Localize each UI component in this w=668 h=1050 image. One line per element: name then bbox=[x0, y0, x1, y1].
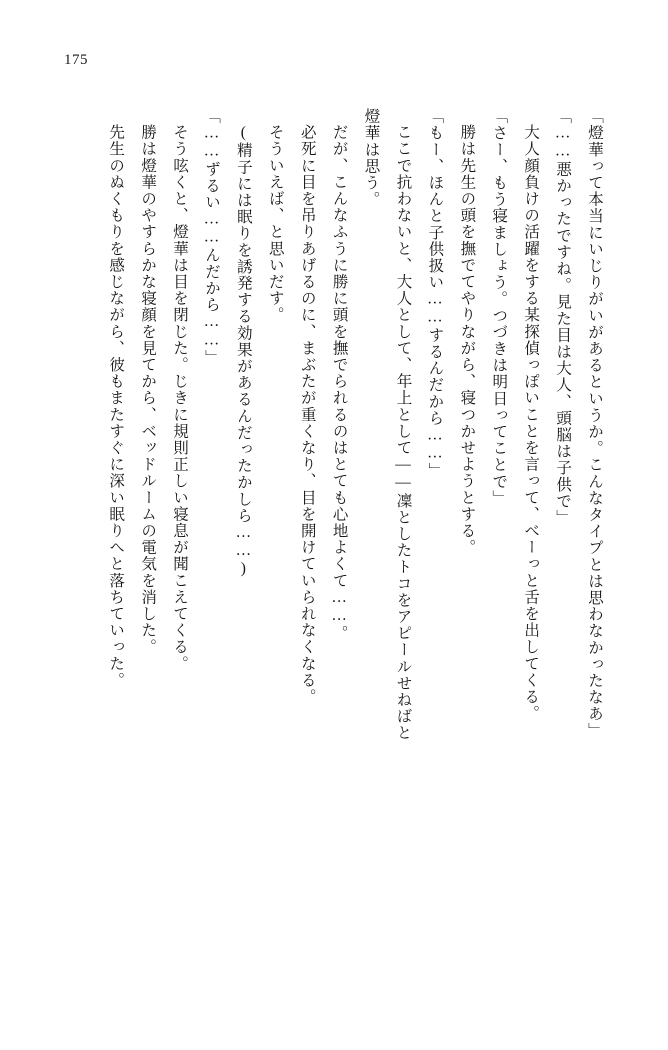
page-number: 175 bbox=[64, 52, 88, 68]
paragraph: そう呟くと、燈華は目を閉じた。じきに規則正しい寝息が聞こえてくる。 bbox=[171, 123, 189, 672]
paragraph: そういえば、と思いだす。 bbox=[266, 123, 284, 323]
paragraph: 「燈華って本当にいじりがいがあるというか。こんなタイプとは思わなかったなあ」 bbox=[586, 108, 603, 739]
paragraph: 勝は先生の頭を撫でてやりながら、寝つかせようとする。 bbox=[458, 123, 476, 556]
paragraph: 「……ずるい……んだから……」 bbox=[202, 108, 220, 366]
paragraph: 「さー、もう寝ましょう。つづきは明日ってことで」 bbox=[490, 108, 508, 507]
paragraph: 「……悪かったですね。見た目は大人、頭脳は子供で」 bbox=[554, 108, 572, 526]
paragraph: 必死に目を吊りあげるのに、まぶたが重くなり、目を開けていられなくなる。 bbox=[298, 123, 316, 705]
body-text-block bbox=[50, 108, 610, 918]
paragraph: だが、こんなふうに勝に頭を撫でられるのはとても心地よくて……。 bbox=[330, 123, 348, 642]
paragraph: ここで抗わないと、大人として、年上として――凜としたトコをアピールせねばと bbox=[394, 123, 412, 741]
paragraph: (精子には眠りを誘発する効果があるんだったかしら……) bbox=[234, 123, 252, 578]
paragraph: 先生のぬくもりを感じながら、彼もまたすぐに深い眠りへと落ちていった。 bbox=[107, 123, 125, 688]
paragraph: 「もー、ほんと子供扱い……するんだから……」 bbox=[426, 108, 444, 480]
paragraph: 燈華は思う。 bbox=[362, 108, 380, 208]
paragraph: 大人顔負けの活躍をする某探偵っぽいことを言って、べーっと舌を出してくる。 bbox=[522, 123, 540, 722]
paragraph: 勝は燈華のやすらかな寝顔を見てから、ベッドルームの電気を消した。 bbox=[139, 123, 157, 655]
